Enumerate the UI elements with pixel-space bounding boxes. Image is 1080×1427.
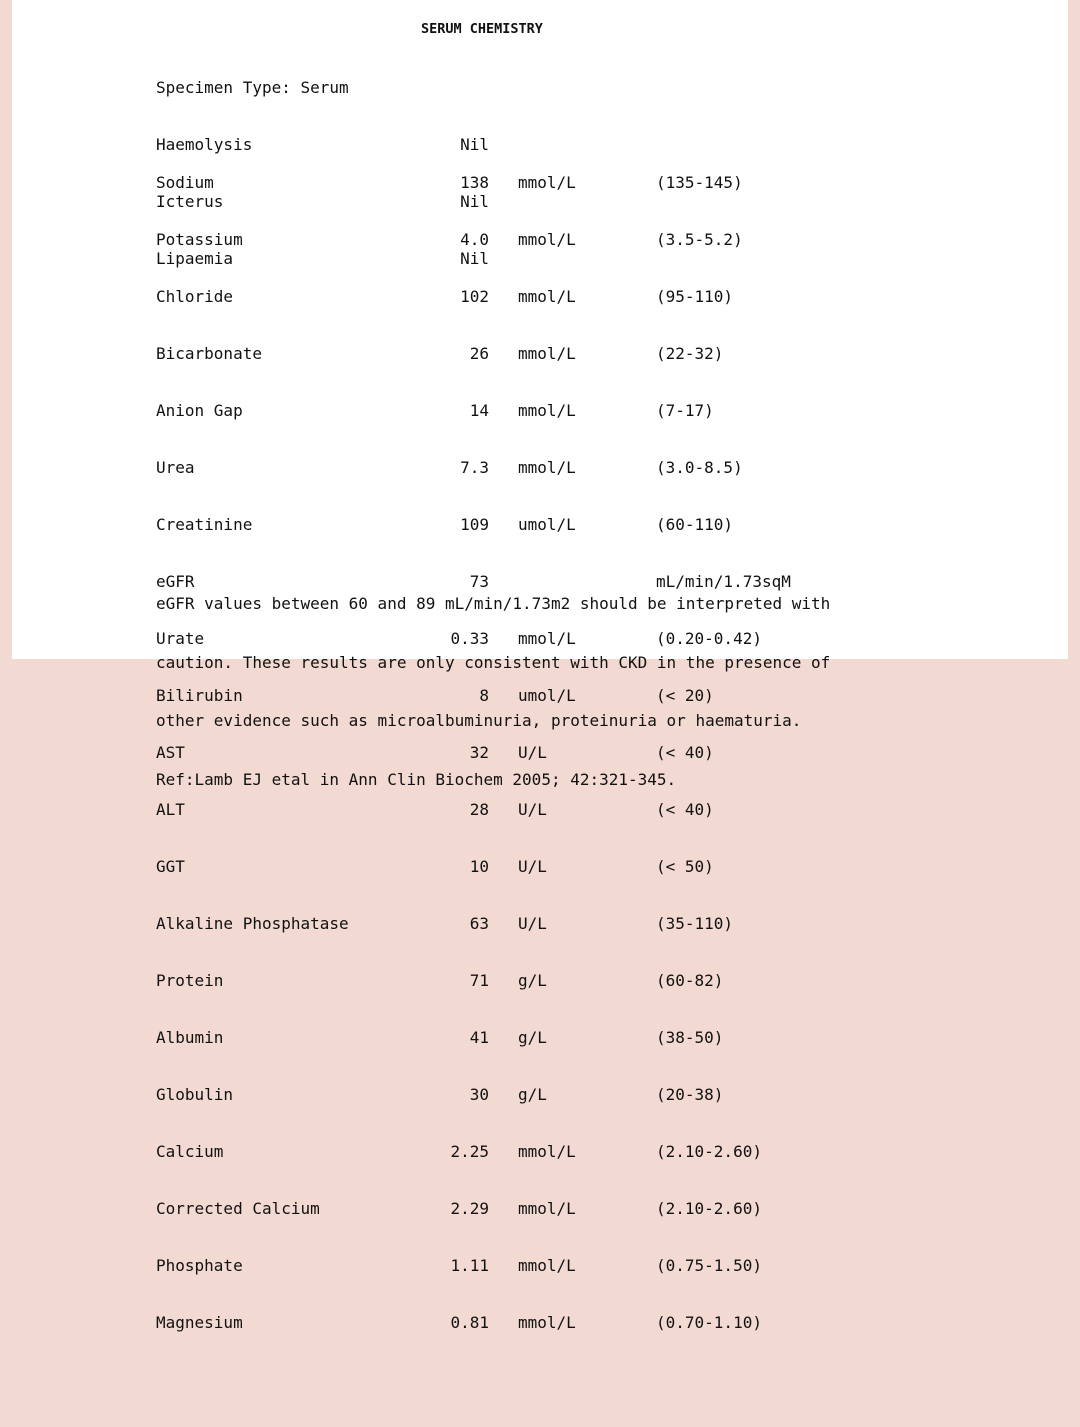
analyte-unit: mmol/L xyxy=(518,230,576,249)
analyte-name: Phosphate xyxy=(156,1256,243,1275)
analyte-unit: U/L xyxy=(518,743,547,762)
analyte-name: Bicarbonate xyxy=(156,344,262,363)
result-row xyxy=(156,857,714,876)
note-line: caution. These results are only consistent with CKD in the presence of xyxy=(156,652,831,672)
analyte-value: 10 xyxy=(469,857,489,876)
analyte-reference-range: (35-110) xyxy=(656,914,734,933)
analyte-reference-range: (22-32) xyxy=(656,344,724,363)
note-reference-line: Ref:Lamb EJ etal in Ann Clin Biochem 2005; 42:321-345. xyxy=(156,769,677,789)
result-row xyxy=(156,230,743,249)
specimen-value: Nil xyxy=(460,135,489,154)
analyte-unit: mmol/L xyxy=(518,1313,576,1332)
analyte-reference-range: (< 20) xyxy=(656,686,714,705)
analyte-value: 2.25 xyxy=(450,1142,489,1161)
analyte-value: 138 xyxy=(460,173,489,192)
analyte-unit: mmol/L xyxy=(518,1142,576,1161)
analyte-reference-range: (60-110) xyxy=(656,515,734,534)
analyte-value: 0.33 xyxy=(450,629,489,648)
analyte-reference-range: (95-110) xyxy=(656,287,734,306)
analyte-reference-range: (2.10-2.60) xyxy=(656,1199,762,1218)
note-line: other evidence such as microalbuminuria, proteinuria or haematuria. xyxy=(156,711,802,730)
analyte-value: 0.81 xyxy=(450,1313,489,1332)
analyte-reference-range: (< 50) xyxy=(656,857,714,876)
result-row xyxy=(156,344,724,363)
analyte-reference-range: (< 40) xyxy=(656,743,714,762)
result-row xyxy=(156,1199,762,1218)
analyte-value: 7.3 xyxy=(460,458,489,477)
analyte-name: Alkaline Phosphatase xyxy=(156,914,349,933)
analyte-value: 63 xyxy=(469,914,489,933)
analyte-reference-range: (38-50) xyxy=(656,1028,724,1047)
analyte-value: 109 xyxy=(460,515,489,534)
analyte-name: AST xyxy=(156,743,185,762)
specimen-name: Haemolysis xyxy=(156,135,253,154)
analyte-value: 28 xyxy=(469,800,489,819)
analyte-name: Sodium xyxy=(156,173,214,192)
analyte-value: 32 xyxy=(469,743,489,762)
analyte-name: Globulin xyxy=(156,1085,234,1104)
result-row xyxy=(156,287,734,306)
analyte-unit: g/L xyxy=(518,1085,547,1104)
analyte-unit: mmol/L xyxy=(518,344,576,363)
specimen-name: Lipaemia xyxy=(156,249,234,268)
result-row xyxy=(156,458,743,477)
analyte-unit: mmol/L xyxy=(518,287,576,306)
analyte-value: 71 xyxy=(469,971,489,990)
analyte-reference-range: (0.70-1.10) xyxy=(656,1313,762,1332)
analyte-unit: g/L xyxy=(518,971,547,990)
analyte-name: Anion Gap xyxy=(156,401,243,420)
analyte-name: Corrected Calcium xyxy=(156,1199,320,1218)
analyte-reference-range: (60-82) xyxy=(656,971,724,990)
analyte-value: 2.29 xyxy=(450,1199,489,1218)
analyte-value: 1.11 xyxy=(450,1256,489,1275)
analyte-reference-range: (< 40) xyxy=(656,800,714,819)
analyte-name: Creatinine xyxy=(156,515,253,534)
analyte-unit: umol/L xyxy=(518,515,576,534)
analyte-unit: umol/L xyxy=(518,686,576,705)
result-row xyxy=(156,1313,762,1332)
egfr-interpretation-note xyxy=(156,555,830,828)
specimen-value: Nil xyxy=(460,192,489,211)
analyte-name: Potassium xyxy=(156,230,243,249)
analyte-unit: mmol/L xyxy=(518,401,576,420)
analyte-unit: mmol/L xyxy=(518,629,576,648)
analyte-name: GGT xyxy=(156,857,185,876)
analyte-name: eGFR xyxy=(156,572,195,591)
analyte-value: 102 xyxy=(460,287,489,306)
analyte-unit: U/L xyxy=(518,914,547,933)
report-title: SERUM CHEMISTRY xyxy=(421,21,543,37)
analyte-value: 8 xyxy=(479,686,489,705)
result-row xyxy=(156,914,734,933)
specimen-type-label: Specimen Type: Serum xyxy=(156,78,349,97)
analyte-value: 30 xyxy=(469,1085,489,1104)
analyte-value: 73 xyxy=(469,572,489,591)
analyte-name: Protein xyxy=(156,971,224,990)
result-row xyxy=(156,1085,724,1104)
analyte-reference-range: (3.0-8.5) xyxy=(656,458,743,477)
analyte-name: Albumin xyxy=(156,1028,224,1047)
analyte-reference-range: (7-17) xyxy=(656,401,714,420)
result-row xyxy=(156,1142,762,1161)
specimen-type-row xyxy=(156,78,349,97)
analyte-unit: mmol/L xyxy=(518,1199,576,1218)
note-line: eGFR values between 60 and 89 mL/min/1.73m2 should be interpreted with xyxy=(156,594,831,613)
analyte-unit: U/L xyxy=(518,800,547,819)
analyte-reference-range: (135-145) xyxy=(656,173,743,192)
analyte-name: Urate xyxy=(156,629,205,648)
analyte-value: 26 xyxy=(469,344,489,363)
result-row xyxy=(156,173,743,192)
analyte-unit: mmol/L xyxy=(518,1256,576,1275)
analyte-reference-range: mL/min/1.73sqM xyxy=(656,572,791,591)
specimen-name: Icterus xyxy=(156,192,224,211)
analyte-reference-range: (3.5-5.2) xyxy=(656,230,743,249)
result-row xyxy=(156,1256,762,1275)
result-row xyxy=(156,1028,724,1047)
analyte-name: Urea xyxy=(156,458,195,477)
report-page xyxy=(12,0,1068,1332)
analyte-reference-range: (0.75-1.50) xyxy=(656,1256,762,1275)
analyte-unit: mmol/L xyxy=(518,458,576,477)
analyte-name: Calcium xyxy=(156,1142,224,1161)
analyte-name: ALT xyxy=(156,800,185,819)
analyte-value: 14 xyxy=(469,401,489,420)
analyte-reference-range: (20-38) xyxy=(656,1085,724,1104)
analyte-name: Chloride xyxy=(156,287,234,306)
analyte-reference-range: (2.10-2.60) xyxy=(656,1142,762,1161)
result-row xyxy=(156,515,734,534)
analyte-unit: U/L xyxy=(518,857,547,876)
analyte-unit: mmol/L xyxy=(518,173,576,192)
analyte-reference-range: (0.20-0.42) xyxy=(656,629,762,648)
result-row xyxy=(156,971,724,990)
analyte-unit: g/L xyxy=(518,1028,547,1047)
analyte-name: Bilirubin xyxy=(156,686,243,705)
specimen-value: Nil xyxy=(460,249,489,268)
analyte-value: 4.0 xyxy=(460,230,489,249)
analyte-name: Magnesium xyxy=(156,1313,243,1332)
result-row xyxy=(156,401,714,420)
analyte-value: 41 xyxy=(469,1028,489,1047)
